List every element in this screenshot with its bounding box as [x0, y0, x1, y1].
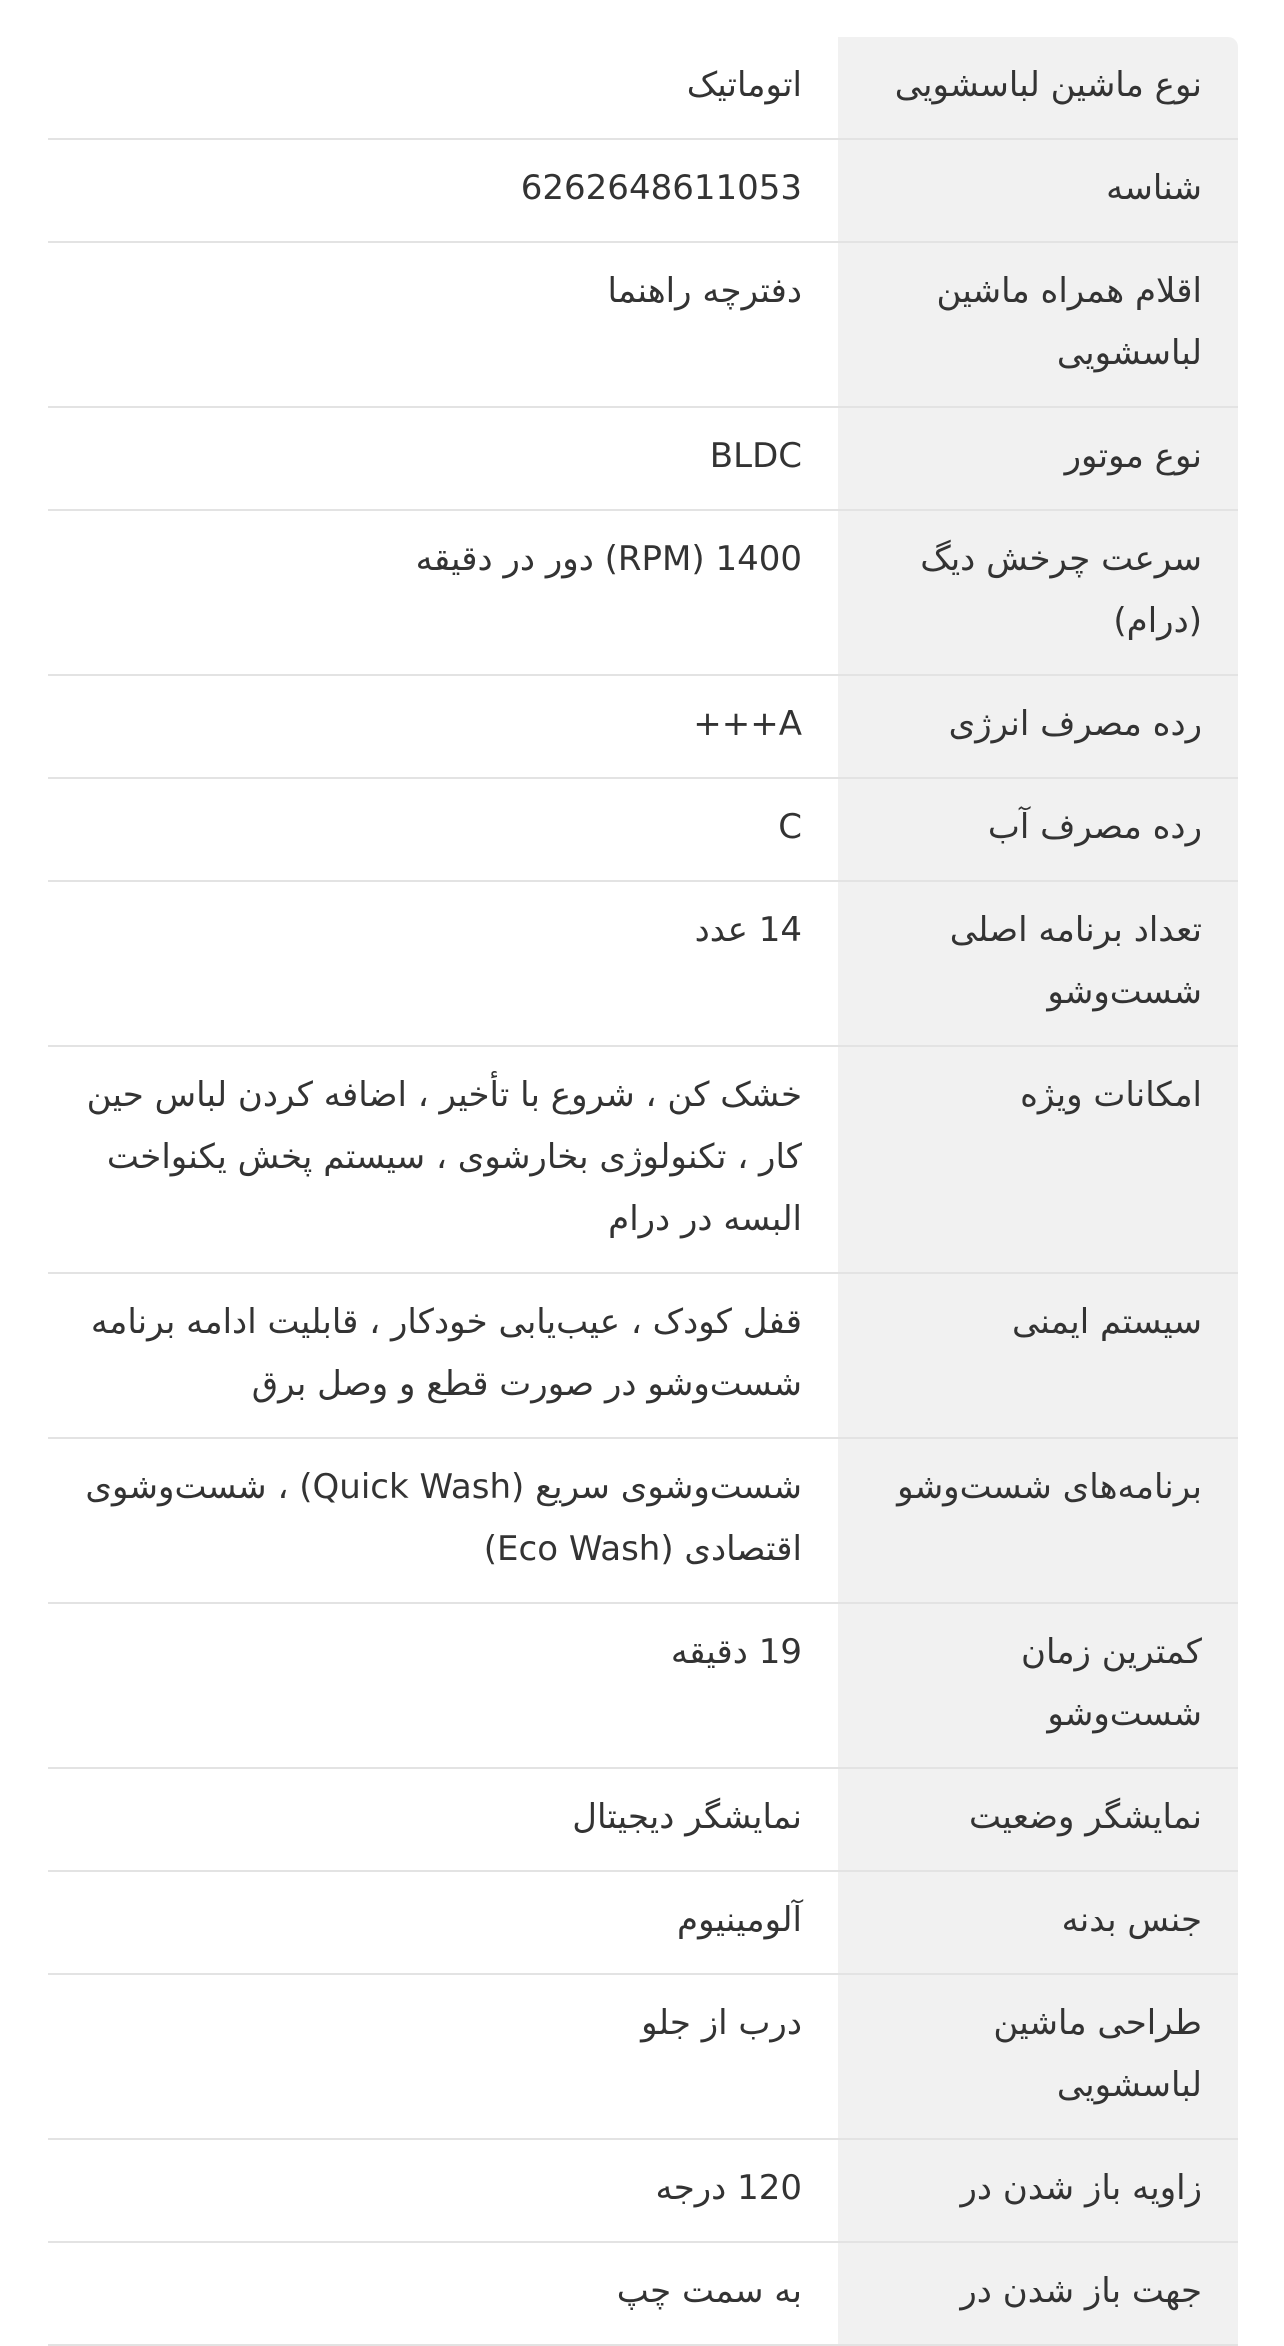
spec-label: نوع موتور: [838, 407, 1238, 510]
spec-value: درب از جلو: [48, 1974, 838, 2139]
spec-label: برنامه‌های شست‌وشو: [838, 1438, 1238, 1603]
table-row: [48, 37, 1238, 139]
spec-label: تعداد برنامه اصلی شست‌وشو: [838, 881, 1238, 1046]
spec-value: نمایشگر دیجیتال: [48, 1768, 838, 1871]
spec-value: قفل کودک ، عیب‌یابی خودکار ، قابلیت ادامه برنامه شست‌وشو در صورت قطع و وصل برق: [48, 1273, 838, 1438]
table-row: [48, 1046, 1238, 1273]
spec-label: سرعت چرخش دیگ (درام): [838, 510, 1238, 675]
spec-label: نوع ماشین لباسشویی: [838, 37, 1238, 139]
table-row: [48, 139, 1238, 242]
spec-value: C: [48, 778, 838, 881]
spec-label: سیستم ایمنی: [838, 1273, 1238, 1438]
spec-label: اقلام همراه ماشین لباسشویی: [838, 242, 1238, 407]
spec-label: نمایشگر وضعیت: [838, 1768, 1238, 1871]
spec-label: کمترین زمان شست‌وشو: [838, 1603, 1238, 1768]
spec-value: خشک کن ، شروع با تأخیر ، اضافه کردن لباس حین کار ، تکنولوژی بخارشوی ، سیستم پخش یکنواخت البسه در درام: [48, 1046, 838, 1273]
spec-label: رده مصرف آب: [838, 778, 1238, 881]
table-row: [48, 2139, 1238, 2242]
table-row: [48, 242, 1238, 407]
spec-label: امکانات ویژه: [838, 1046, 1238, 1273]
spec-value: 14 عدد: [48, 881, 838, 1046]
spec-value: 1400 (RPM) دور در دقیقه: [48, 510, 838, 675]
spec-label: جنس بدنه: [838, 1871, 1238, 1974]
table-row: [48, 1768, 1238, 1871]
table-row: [48, 2242, 1238, 2345]
table-row: [48, 1871, 1238, 1974]
spec-value: آلومینیوم: [48, 1871, 838, 1974]
table-row: [48, 1603, 1238, 1768]
spec-value: شست‌وشوی سریع (Quick Wash) ، شست‌وشوی اقتصادی (Eco Wash): [48, 1438, 838, 1603]
table-row: [48, 1273, 1238, 1438]
specifications-table: [48, 37, 1238, 2346]
table-row: [48, 675, 1238, 778]
spec-label: طراحی ماشین لباسشویی: [838, 1974, 1238, 2139]
table-row: [48, 1974, 1238, 2139]
spec-value: به سمت چپ: [48, 2242, 838, 2345]
table-row: [48, 778, 1238, 881]
spec-value: 6262648611053: [48, 139, 838, 242]
spec-label: شناسه: [838, 139, 1238, 242]
table-row: [48, 1438, 1238, 1603]
table-row: [48, 510, 1238, 675]
spec-value: BLDC: [48, 407, 838, 510]
spec-label: جهت باز شدن در: [838, 2242, 1238, 2345]
spec-value: دفترچه راهنما: [48, 242, 838, 407]
spec-value: 120 درجه: [48, 2139, 838, 2242]
spec-value: اتوماتیک: [48, 37, 838, 139]
spec-value: 19 دقیقه: [48, 1603, 838, 1768]
spec-value: A+++: [48, 675, 838, 778]
table-row: [48, 881, 1238, 1046]
spec-label: زاویه باز شدن در: [838, 2139, 1238, 2242]
table-row: [48, 407, 1238, 510]
spec-label: رده مصرف انرژی: [838, 675, 1238, 778]
